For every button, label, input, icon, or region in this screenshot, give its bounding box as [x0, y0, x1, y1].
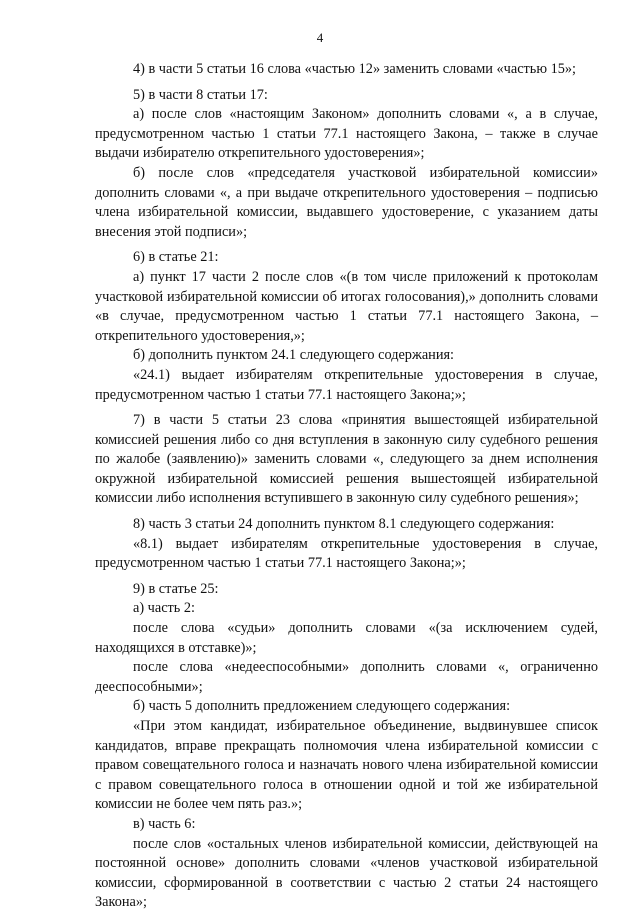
paragraph-item-6: 6) в статье 21:: [133, 249, 219, 266]
paragraph-item-5: 5) в части 8 статьи 17:: [133, 86, 268, 103]
paragraph-item-9b-text: «При этом кандидат, избирательное объединение, выдвинувшее список кандидатов, вправе прекращать полномочия члена избирательной комиссии с правом совещательного голоса и назначать нового члена избирательной комиссии с правом совещательного голоса в отношении одной и той же избирательной комиссии не более чем пять раз.»;: [95, 718, 598, 813]
paragraph-item-6a: а) пункт 17 части 2 после слов «(в том числе приложений к протоколам участковой избирательной комиссии об итогах голосования),» дополнить словами «в случае, предусмотренном частью 1 статьи 77.1 настоящего Закона, – открепительного удостоверения,»;: [95, 268, 598, 344]
document-body: [95, 60, 598, 913]
paragraph-item-4: 4) в части 5 статьи 16 слова «частью 12» заменить словами «частью 15»;: [133, 61, 576, 77]
paragraph-item-9a: а) часть 2:: [133, 600, 196, 617]
paragraph-item-9: 9) в статье 25:: [133, 580, 219, 597]
paragraph-item-6b: б) дополнить пунктом 24.1 следующего содержания:: [133, 347, 455, 364]
paragraph-item-5b: б) после слов «председателя участковой избирательной комиссии» дополнить словами «, а при выдаче открепительного удостоверения – подписью члена избирательной комиссии, выдавшего удостоверение, с указанием даты внесения этой подписи»;: [95, 164, 598, 240]
paragraph-item-9b: б) часть 5 дополнить предложением следующего содержания:: [133, 698, 511, 715]
paragraph-item-6b-text: «24.1) выдает избирателям открепительные удостоверения в случае, предусмотренном частью 1 статьи 77.1 настоящего Закона;»;: [95, 366, 598, 403]
page-number: 4: [316, 30, 324, 45]
paragraph-item-9v-text: после слов «остальных членов избирательной комиссии, действующей на постоянной основе» дополнить словами «членов участковой избирательной комиссии, сформированной в соответствии с частью 2 статьи 24 настоящего Закона»;: [95, 835, 598, 911]
paragraph-item-8: 8) часть 3 статьи 24 дополнить пунктом 8.1 следующего содержания:: [133, 516, 555, 533]
paragraph-item-5a: а) после слов «настоящим Законом» дополнить словами «, а в случае, предусмотренном частью 1 статьи 77.1 настоящего Закона, – также в случае выдачи избирателю открепительного удостоверения»;: [95, 106, 598, 162]
paragraph-item-7: 7) в части 5 статьи 23 слова «принятия вышестоящей избирательной комиссией решения либо со дня вступления в законную силу судебного решения по жалобе (заявлению)» заменить словами «, следующего за днем исполнения окружной избирательной комиссией решения вышестоящей избирательной комиссии либо исполнения вступившего в законную силу судебного решения»;: [95, 412, 598, 507]
paragraph-item-9a-2: после слова «недееспособными» дополнить словами «, ограниченно дееспособными»;: [95, 659, 598, 695]
paragraph-item-9a-1: после слова «судьи» дополнить словами «(за исключением судей, находящихся в отставке)»;: [95, 620, 598, 656]
paragraph-item-9v: в) часть 6:: [133, 815, 196, 832]
paragraph-item-8-text: «8.1) выдает избирателям открепительные удостоверения в случае, предусмотренном частью 1 статьи 77.1 настоящего Закона;»;: [95, 535, 598, 572]
